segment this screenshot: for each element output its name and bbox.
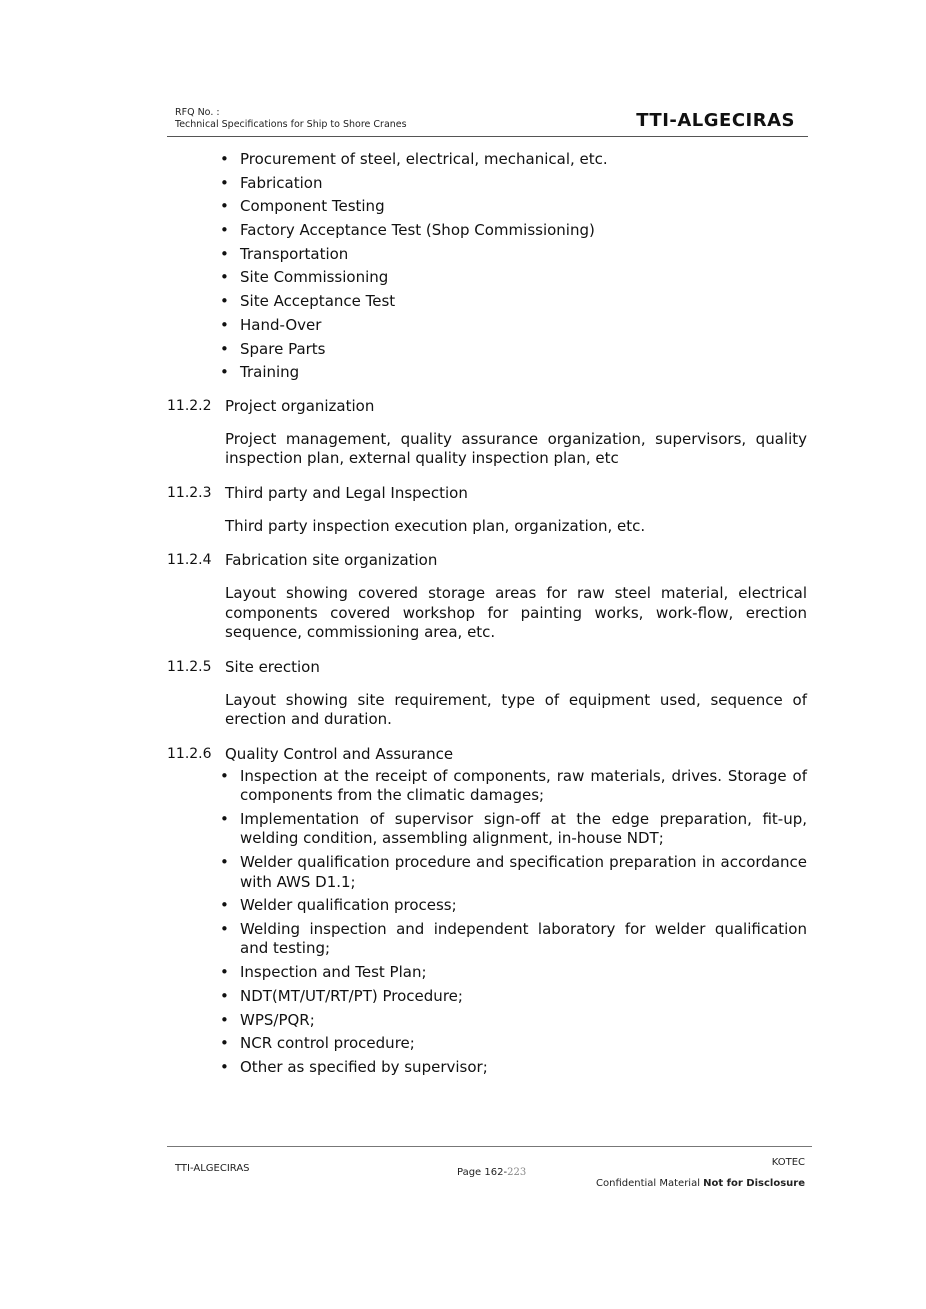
list-item: • Hand-Over: [220, 316, 807, 336]
list-item: • Welder qualification process;: [220, 896, 807, 916]
section-title: Project organization: [225, 396, 375, 415]
not-for-disclosure: Not for Disclosure: [703, 1178, 805, 1189]
list-item: • Welder qualification procedure and specification preparation in accordance with AWS D1.1;: [220, 853, 807, 892]
page-header: [167, 104, 808, 137]
list-item: • Site Acceptance Test: [220, 292, 807, 312]
section-text: Project management, quality assurance organization, supervisors, quality inspection plan, external quality inspection plan, etc: [225, 429, 807, 468]
confidential-label: Confidential Material: [596, 1178, 704, 1189]
list-item: • Training: [220, 363, 807, 383]
section-heading-11-2-3: [167, 482, 807, 504]
list-item: • WPS/PQR;: [220, 1011, 807, 1031]
section-title: Fabrication site organization: [225, 551, 438, 570]
list-item: • Inspection at the receipt of components, raw materials, drives. Storage of components from the climatic damages;: [220, 767, 807, 806]
page-prefix: Page 162-: [457, 1167, 508, 1178]
section-heading-11-2-5: [167, 656, 807, 678]
confidentiality-notice: [596, 1178, 805, 1189]
header-brand: TTI-ALGECIRAS: [636, 110, 795, 131]
list-item: • Site Commissioning: [220, 268, 807, 288]
section-number: 11.2.4: [167, 552, 212, 569]
list-item: • Other as specified by supervisor;: [220, 1058, 807, 1078]
list-item: • Welding inspection and independent laboratory for welder qualification and testing;: [220, 920, 807, 959]
list-item: • Transportation: [220, 245, 807, 265]
quality-control-list: [167, 767, 807, 1078]
list-item: • NCR control procedure;: [220, 1034, 807, 1054]
list-item: • Fabrication: [220, 174, 807, 194]
footer-company: KOTEC: [771, 1157, 805, 1168]
list-item: • Inspection and Test Plan;: [220, 963, 807, 983]
list-item: • Spare Parts: [220, 340, 807, 360]
page-total: 223: [507, 1167, 527, 1178]
section-text: Layout showing covered storage areas for raw steel material, electrical components covered workshop for painting works, work-flow, erection sequence, commissioning area, etc.: [225, 584, 807, 642]
header-info: [175, 107, 407, 131]
section-text: Third party inspection execution plan, organization, etc.: [225, 516, 646, 535]
section-number: 11.2.6: [167, 745, 212, 762]
section-number: 11.2.2: [167, 397, 212, 414]
list-item: • Component Testing: [220, 197, 807, 217]
page-body: [167, 150, 807, 1082]
section-text: Layout showing site requirement, type of equipment used, sequence of erection and duration.: [225, 690, 807, 729]
section-heading-11-2-2: [167, 395, 807, 417]
document-subtitle: Technical Specifications for Ship to Shore Cranes: [175, 119, 407, 130]
section-heading-11-2-6: [167, 743, 807, 765]
rfq-label: RFQ No. :: [175, 107, 220, 118]
deliverables-list: [167, 150, 807, 383]
section-heading-11-2-4: [167, 549, 807, 571]
section-title: Third party and Legal Inspection: [225, 483, 468, 502]
section-number: 11.2.3: [167, 484, 212, 501]
list-item: • NDT(MT/UT/RT/PT) Procedure;: [220, 987, 807, 1007]
footer-project: TTI-ALGECIRAS: [175, 1163, 250, 1174]
list-item: • Factory Acceptance Test (Shop Commissioning): [220, 221, 807, 241]
list-item: • Procurement of steel, electrical, mechanical, etc.: [220, 150, 807, 170]
page-number: [457, 1167, 526, 1178]
section-title: Quality Control and Assurance: [225, 744, 454, 763]
page-footer: [167, 1146, 812, 1207]
list-item: • Implementation of supervisor sign-off at the edge preparation, fit-up, welding condition, assembling alignment, in-house NDT;: [220, 810, 807, 849]
section-title: Site erection: [225, 657, 320, 676]
section-number: 11.2.5: [167, 658, 212, 675]
